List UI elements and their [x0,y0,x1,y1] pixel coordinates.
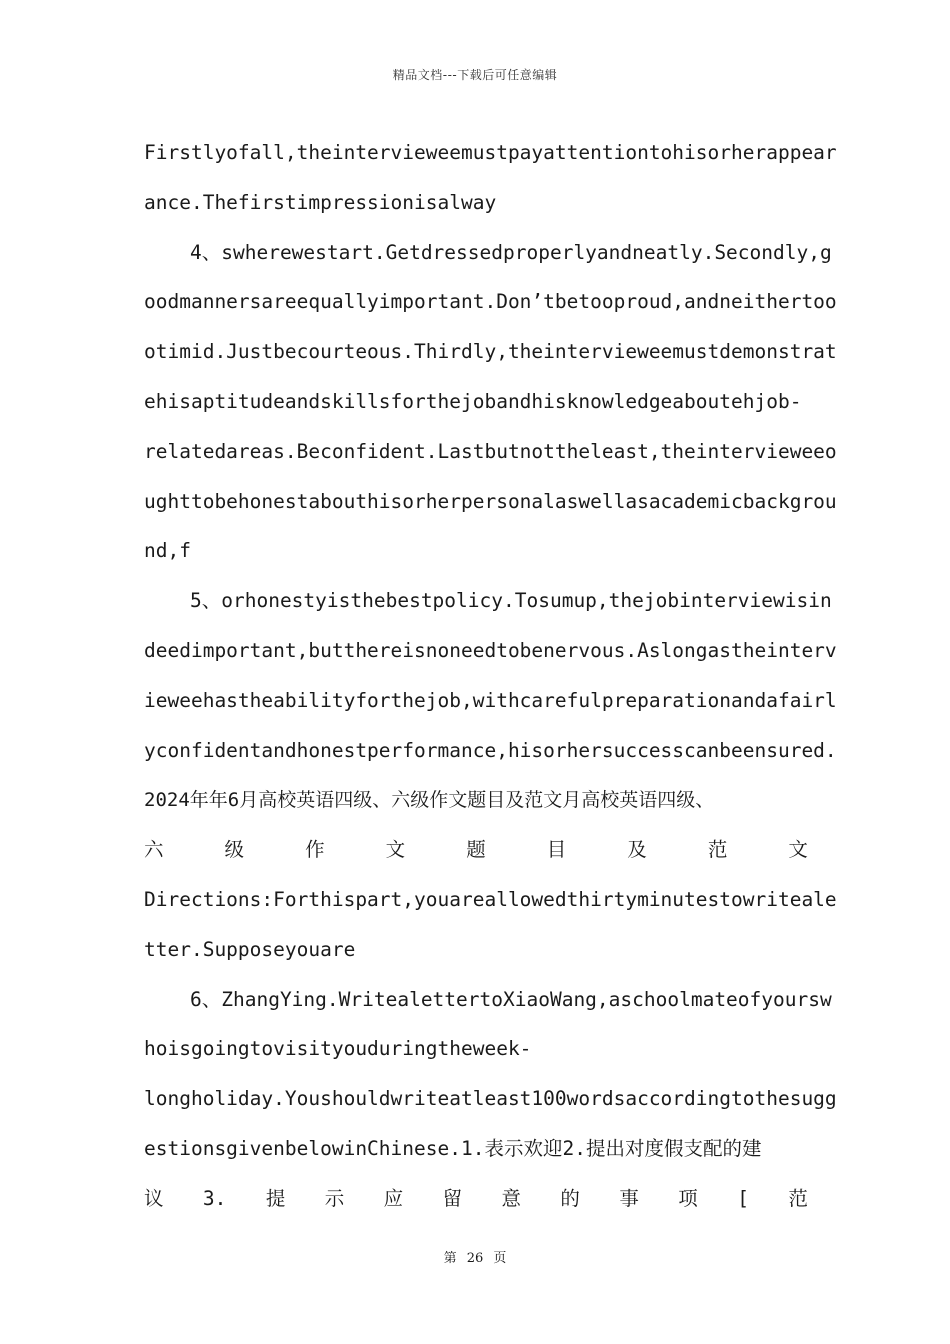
text-char: [ [737,1186,749,1210]
text-char: 范 [707,838,728,862]
text-line: yconfidentandhonestperformance,hisorhersuccesscanbeensured. [144,738,837,762]
text-line: otimid.Justbecourteous.Thirdly,theintervieweemustdemonstrat [144,340,837,364]
text-char: 作 [305,838,325,862]
text-line: ieweehastheabilityforthejob,withcarefulpreparationandafairl [144,688,837,712]
page-footer [0,1247,950,1266]
text-line: 5、orhonestyisthebestpolicy.Tosumup,thejobinterviewisin [190,589,832,613]
text-line: Directions:Forthispart,youareallowedthirtyminutestowriteale [144,887,837,911]
text-line: deedimportant,butthereisnoneedtobenervous.Aslongastheinterv [144,638,837,662]
text-line [144,1179,808,1229]
text-line: ehisaptitudeandskillsforthejobandhisknowledgeaboutehjob- [144,389,802,413]
text-char: 级 [224,838,245,862]
text-char: 范 [788,1186,808,1210]
text-line: 2024年年6月高校英语四级、六级作文题目及范文月高校英语四级、 [144,789,715,812]
document-body [144,133,837,1229]
page-header: 精品文档---下载后可任意编辑 [392,68,558,82]
text-char: 及 [627,838,647,862]
text-line [144,830,808,880]
page-number: 26 [466,1251,484,1266]
text-char: 事 [619,1186,639,1210]
footer-prefix: 第 [443,1251,457,1266]
text-line: longholiday.Youshouldwriteatleast100wordsaccordingtothesugg [144,1087,837,1111]
text-char: 文 [385,838,406,862]
text-char: 项 [678,1186,698,1210]
text-char: 提 [265,1186,286,1210]
text-char: 应 [383,1186,404,1210]
text-char: 意 [501,1186,522,1210]
text-line: relatedareas.Beconfident.Lastbutnottheleast,theintervieweeo [144,439,837,463]
text-line: hoisgoingtovisityouduringtheweek- [144,1037,532,1061]
text-char: 的 [560,1186,580,1210]
text-char: 题 [466,838,486,862]
text-line: Firstlyofall,theintervieweemustpayattentiontohisorherappear [144,141,837,164]
text-line: oodmannersareequallyimportant.Don’tbetooproud,andneithertoo [144,290,837,314]
text-line: ughttobehonestabouthisorherpersonalaswellasacademicbackgrou [144,489,837,513]
text-line: ance.Thefirstimpressionisalway [144,190,497,214]
text-char: 3. [202,1186,227,1210]
text-line: nd,f [144,539,191,563]
text-line: 4、swherewestart.Getdressedproperlyandneatly.Secondly,g [190,240,832,264]
text-char: 留 [442,1186,463,1210]
text-char: 示 [324,1186,345,1210]
text-char: 六 [144,838,164,862]
text-char: 议 [144,1186,164,1210]
text-char: 文 [788,838,808,862]
text-line: estionsgivenbelowinChinese.1.表示欢迎2.提出对度假支配的建 [144,1136,762,1160]
text-char: 目 [546,838,567,862]
text-line: 6、ZhangYing.WritealettertoXiaoWang,aschoolmateofyoursw [190,987,832,1011]
text-line: tter.Supposeyouare [144,937,356,961]
footer-suffix: 页 [493,1251,507,1266]
